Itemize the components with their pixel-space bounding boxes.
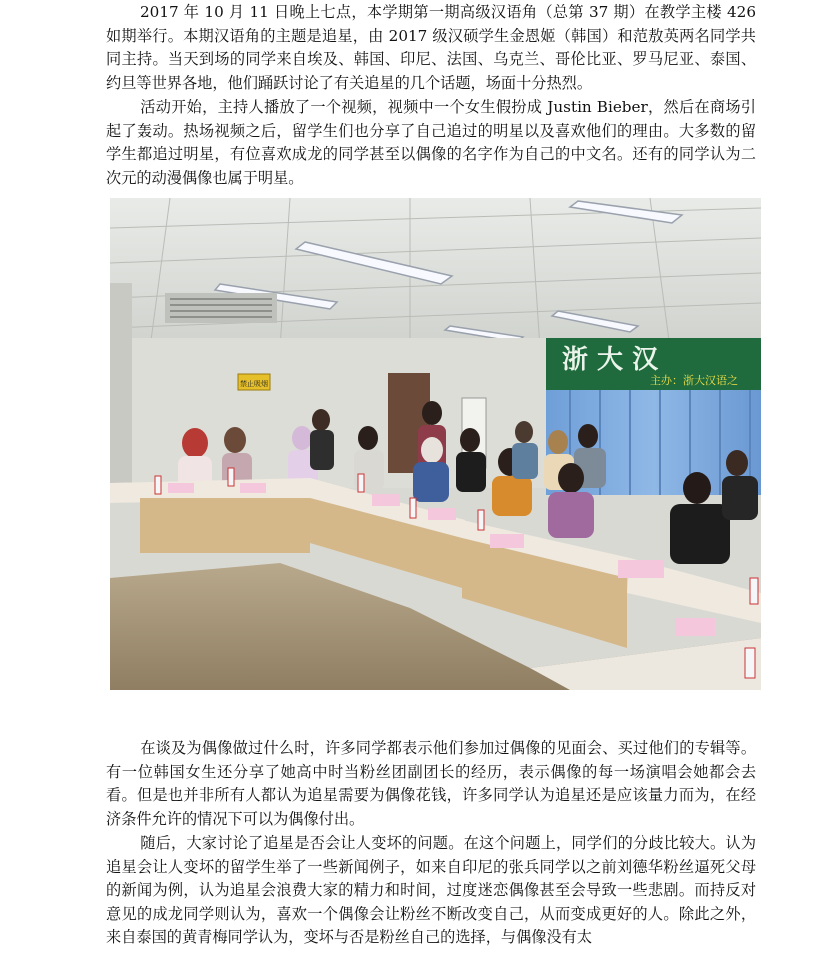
event-photo-illustration [110,198,761,690]
paragraph-activities-text: 在谈及为偶像做过什么时，许多同学都表示他们参加过偶像的见面会、买过他们的专辑等。有一位韩国女生还分享了她高中时当粉丝团副团长的经历，表示偶像的每一场演唱会她都会去看。但是也并非所有人都认为追星需要为偶像花钱，许多同学认为追星还是应该量力而为，在经济条件允许的情况下可以为偶像付出。 [106,739,756,828]
paragraph-opening-text: 活动开始，主持人播放了一个视频，视频中一个女生假扮成 Justin Bieber，然后在商场引起了轰动。热场视频之后，留学生们也分享了自己追过的明星以及喜欢他们的理由。大多数的留学生都追过明星，有位喜欢成龙的同学甚至以偶像的名字作为自己的中文名。还有的同学认为二次元的动漫偶像也属于明星。 [106,98,756,187]
paragraph-opening [106,96,756,190]
paragraph-debate-text: 随后，大家讨论了追星是否会让人变坏的问题。在这个问题上，同学们的分歧比较大。认为追星会让人变坏的留学生举了一些新闻例子，如来自印尼的张兵同学以之前刘德华粉丝逼死父母的新闻为例，认为追星会浪费大家的精力和时间，过度迷恋偶像甚至会导致一些悲剧。而持反对意见的成龙同学则认为，喜欢一个偶像会让粉丝不断改变自己，从而变成更好的人。除此之外，来自泰国的黄青梅同学认为，变坏与否是粉丝自己的选择，与偶像没有太 [106,834,756,947]
no-smoking-sign-text: 禁止吸烟 [240,381,268,388]
paragraph-intro-text: 2017 年 10 月 11 日晚上七点，本学期第一期高级汉语角（总第 37 期）在教学主楼 426 如期举行。本期汉语角的主题是追星，由 2017 级汉硕学生金恩姬（韩国）和范敖英两名同学共同主持。当天到场的同学来自埃及、韩国、印尼、法国、乌克兰、哥伦比亚、罗马尼亚、泰国、约旦等世界各地，他们踊跃讨论了有关追星的几个话题，场面十分热烈。 [106,3,756,92]
paragraph-intro [106,1,756,95]
banner-subtitle-text: 主办：浙大汉语之 [650,374,738,387]
banner-title-text: 浙 大 汉 [562,345,659,375]
paragraph-activities [106,737,756,831]
event-photo [110,198,761,690]
paragraph-debate [106,832,756,950]
